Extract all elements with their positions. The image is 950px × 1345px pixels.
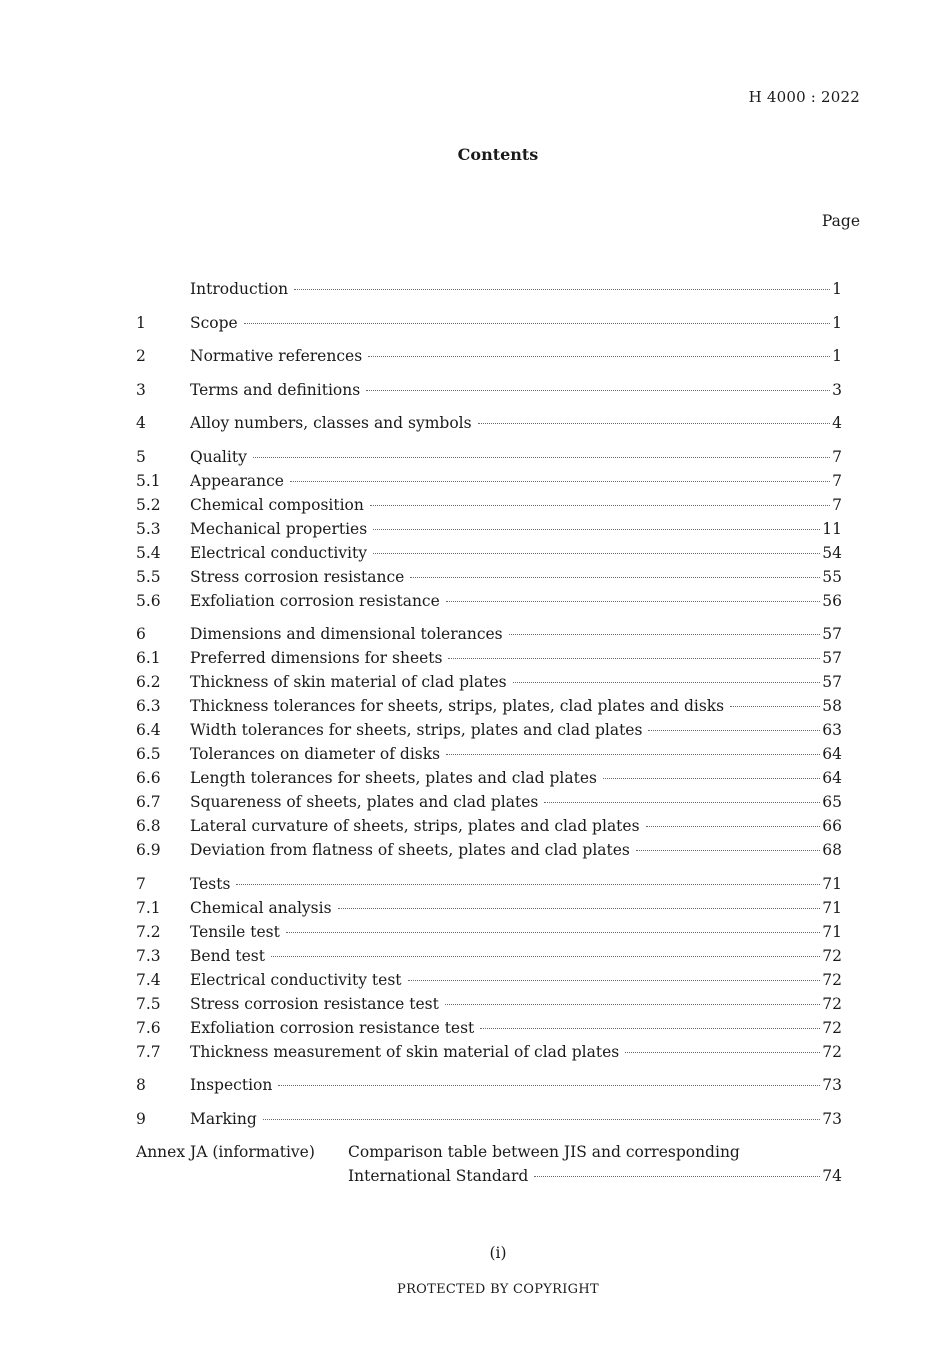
toc-annex-title-line2 [348,1164,842,1188]
toc-entry-label: Exfoliation corrosion resistance test [190,1018,475,1037]
toc-entry-page: 55 [822,567,842,586]
toc-annex-label: Annex JA (informative) [136,1143,315,1161]
toc-entry-number: 6.3 [136,697,161,715]
toc-entry-label: Stress corrosion resistance test [190,994,439,1013]
toc-entry-label: Chemical analysis [190,898,332,917]
toc-entry-number: 7.4 [136,970,161,989]
toc-entry-page: 66 [822,817,842,835]
toc-entry[interactable] [136,469,842,493]
toc-entry-label: Tolerances on diameter of disks [190,745,441,763]
toc-entry-page: 73 [822,1109,842,1128]
toc-entry-page: 64 [822,745,842,763]
dot-leader [373,529,820,530]
toc-entry[interactable] [136,872,842,896]
toc-entry-number: 8 [136,1076,146,1094]
toc-entry-number: 4 [136,414,146,432]
toc-entry-page: 73 [822,1076,842,1094]
dot-leader [445,1004,820,1005]
dot-leader [446,754,820,755]
toc-entry[interactable] [136,814,842,838]
toc-entry[interactable] [136,742,842,766]
dot-leader [408,980,821,981]
toc-entry-label: Normative references [190,347,363,365]
dot-leader [290,481,830,482]
toc-entry-page: 72 [822,994,842,1013]
toc-entry-number: 5.6 [136,591,161,610]
toc-entry-label: Chemical composition [190,495,364,514]
dot-leader [509,634,821,635]
toc-entry[interactable] [136,646,842,670]
toc-entry-page: 57 [822,625,842,643]
toc-entry-label: Scope [190,313,238,332]
toc-entry-label: Thickness measurement of skin material of clad plates [190,1042,620,1061]
toc-entry-page: 65 [822,793,842,811]
toc-entry[interactable] [136,944,842,968]
dot-leader [480,1028,820,1029]
toc-entry-page: 7 [832,495,842,514]
dot-leader [294,289,830,290]
toc-group [136,277,842,301]
toc-entry-label: Squareness of sheets, plates and clad plates [190,793,539,811]
toc-entry-number: 7.7 [136,1042,161,1061]
toc-annex-entry[interactable] [136,1140,842,1188]
dot-leader [544,802,820,803]
copyright-notice: PROTECTED BY COPYRIGHT [397,1282,599,1297]
toc-entry-number: 5.1 [136,471,161,490]
toc-entry-page: 54 [822,543,842,562]
toc-entry[interactable] [136,992,842,1016]
page-column-heading: Page [821,212,860,230]
toc-entry[interactable] [136,790,842,814]
toc-entry-label: Quality [190,447,247,466]
toc-entry-page: 7 [832,447,842,466]
toc-entry-number: 6.4 [136,721,161,739]
table-of-contents [136,277,842,1188]
toc-entry-number: 7.5 [136,994,161,1013]
toc-entry-page: 7 [832,471,842,490]
toc-entry[interactable] [136,968,842,992]
toc-entry[interactable] [136,344,842,368]
toc-group [136,378,842,402]
toc-entry-label: Deviation from flatness of sheets, plates and clad plates [190,841,630,859]
dot-leader [410,577,820,578]
toc-entry[interactable] [136,445,842,469]
toc-group [136,872,842,1064]
toc-group [136,1107,842,1131]
toc-entry[interactable] [136,1073,842,1097]
dot-leader [603,778,820,779]
toc-entry[interactable] [136,694,842,718]
toc-entry-page: 72 [822,970,842,989]
dot-leader [730,706,820,707]
toc-entry[interactable] [136,517,842,541]
toc-entry-label: Introduction [190,280,289,298]
toc-entry-label: Electrical conductivity test [190,970,402,989]
dot-leader [244,323,830,324]
toc-entry-number: 6.7 [136,793,161,811]
toc-entry-label: Exfoliation corrosion resistance [190,591,440,610]
dot-leader [648,730,820,731]
dot-leader [286,932,820,933]
toc-entry-number: 9 [136,1109,146,1128]
toc-entry-label: Length tolerances for sheets, plates and clad plates [190,769,597,787]
toc-entry-number: 2 [136,347,146,365]
page-number: (i) [489,1244,507,1262]
dot-leader [625,1052,820,1053]
toc-entry[interactable] [136,718,842,742]
toc-entry-label: Appearance [190,471,284,490]
toc-entry-number: 3 [136,380,146,399]
toc-entry-page: 57 [822,673,842,691]
toc-entry-label: Tests [190,874,231,893]
toc-group [136,445,842,613]
toc-entry-page: 11 [822,519,842,538]
toc-entry-label: Lateral curvature of sheets, strips, plates and clad plates [190,817,640,835]
dot-leader [366,390,830,391]
dot-leader [513,682,821,683]
toc-entry-page: 57 [822,649,842,667]
toc-entry-number: 6.6 [136,769,161,787]
dot-leader [448,658,820,659]
toc-entry-label: Stress corrosion resistance [190,567,405,586]
toc-entry-label: Bend test [190,946,265,965]
toc-entry-label: Thickness tolerances for sheets, strips, plates, clad plates and disks [190,697,725,715]
toc-group [136,311,842,335]
toc-entry[interactable] [136,565,842,589]
dot-leader [271,956,820,957]
toc-entry-page: 72 [822,946,842,965]
toc-entry-number: 5.4 [136,543,161,562]
toc-entry-page: 71 [822,874,842,893]
toc-entry-page: 3 [832,380,842,399]
document-id: H 4000 : 2022 [748,88,860,106]
toc-entry-page: 71 [822,922,842,941]
toc-entry[interactable] [136,378,842,402]
toc-entry-label: Alloy numbers, classes and symbols [190,414,472,432]
toc-entry[interactable] [136,1107,842,1131]
toc-entry-number: 6.2 [136,673,161,691]
toc-entry[interactable] [136,920,842,944]
toc-annex-page: 74 [822,1167,842,1185]
dot-leader [263,1119,820,1120]
toc-entry-number: 7.6 [136,1018,161,1037]
dot-leader [636,850,820,851]
toc-entry-page: 72 [822,1042,842,1061]
toc-entry-number: 7.2 [136,922,161,941]
toc-entry-label: Width tolerances for sheets, strips, plates and clad plates [190,721,643,739]
toc-entry[interactable] [136,541,842,565]
toc-entry-label: Thickness of skin material of clad plates [190,673,507,691]
toc-entry-number: 1 [136,313,146,332]
toc-annex-title-line1: Comparison table between JIS and corresponding [348,1143,740,1161]
toc-entry[interactable] [136,1016,842,1040]
dot-leader [646,826,821,827]
toc-group [136,411,842,435]
toc-entry-number: 6.8 [136,817,161,835]
toc-entry-page: 72 [822,1018,842,1037]
toc-entry-number: 6.5 [136,745,161,763]
toc-entry[interactable] [136,411,842,435]
toc-entry[interactable] [136,493,842,517]
toc-entry-page: 63 [822,721,842,739]
toc-entry-number: 5.3 [136,519,161,538]
toc-entry-page: 1 [832,313,842,332]
toc-entry-page: 56 [822,591,842,610]
toc-entry-label: Marking [190,1109,257,1128]
toc-annex-body [348,1140,842,1188]
dot-leader [338,908,821,909]
toc-entry-label: Preferred dimensions for sheets [190,649,443,667]
toc-entry-label: Tensile test [190,922,280,941]
toc-group [136,622,842,862]
dot-leader [278,1085,820,1086]
dot-leader [368,356,830,357]
toc-entry-number: 7 [136,874,146,893]
toc-entry-page: 1 [832,347,842,365]
toc-entry-page: 58 [822,697,842,715]
dot-leader [370,505,830,506]
toc-entry-page: 64 [822,769,842,787]
toc-entry-page: 71 [822,898,842,917]
toc-entry[interactable] [136,589,842,613]
toc-entry[interactable] [136,766,842,790]
toc-entry-number: 7.1 [136,898,161,917]
toc-annex-title-line2-text: International Standard [348,1167,529,1185]
toc-entry-number: 5.2 [136,495,161,514]
dot-leader [478,423,831,424]
toc-entry-page: 68 [822,841,842,859]
dot-leader [236,884,820,885]
toc-group [136,1073,842,1097]
toc-entry[interactable] [136,277,842,301]
dot-leader [373,553,820,554]
toc-entry-number: 7.3 [136,946,161,965]
toc-entry[interactable] [136,311,842,335]
toc-entry-number: 5 [136,447,146,466]
toc-entry-label: Mechanical properties [190,519,368,538]
toc-entry-label: Inspection [190,1076,273,1094]
toc-entry[interactable] [136,1040,842,1064]
toc-entry-label: Electrical conductivity [190,543,367,562]
toc-entry[interactable] [136,838,842,862]
page-title: Contents [457,145,539,164]
toc-entry-label: Dimensions and dimensional tolerances [190,625,503,643]
toc-group [136,344,842,368]
toc-entry-number: 5.5 [136,567,161,586]
dot-leader [534,1176,820,1177]
dot-leader [253,457,830,458]
dot-leader [446,601,820,602]
toc-entry-page: 4 [832,414,842,432]
toc-entry-number: 6.1 [136,649,161,667]
toc-entry-label: Terms and definitions [190,380,361,399]
toc-entry[interactable] [136,622,842,646]
toc-entry-number: 6.9 [136,841,161,859]
toc-entry[interactable] [136,896,842,920]
toc-entry-page: 1 [832,280,842,298]
toc-entry[interactable] [136,670,842,694]
toc-entry-number: 6 [136,625,146,643]
